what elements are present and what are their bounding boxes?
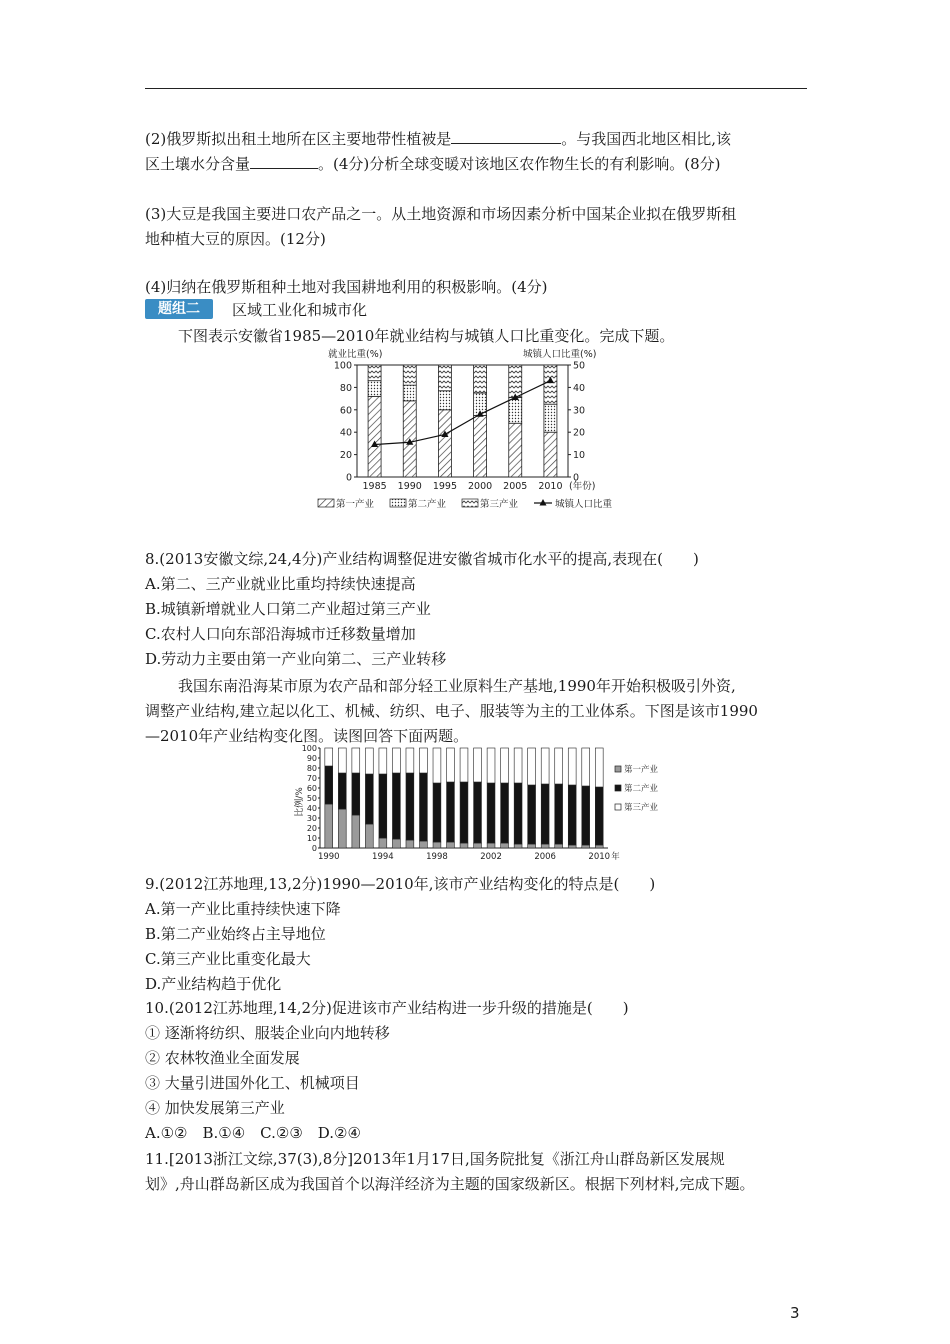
q7-part2-line1: (2)俄罗斯拟出租土地所在区主要地带性植被是 。与我国西北地区相比,该 [145, 130, 732, 148]
q8-option-a: A.第二、三产业就业比重均持续快速提高 [145, 575, 416, 593]
bar-segment-1 [325, 804, 333, 848]
x-tick-label: 2010 [588, 852, 611, 862]
bar-segment-3 [474, 365, 487, 393]
bar-segment-3 [433, 748, 441, 783]
bar-segment-2 [501, 783, 509, 843]
q9-option-b: B.第二产业始终占主导地位 [145, 925, 326, 943]
q7-part4: (4)归纳在俄罗斯租种土地对我国耕地利用的积极影响。(4分) [145, 278, 548, 296]
x-axis-label: 年 [611, 852, 620, 862]
bar-segment-3 [392, 748, 400, 773]
bar-segment-1 [447, 842, 455, 848]
bar-segment-1 [460, 843, 468, 848]
q9-stem: 9.(2012江苏地理,13,2分)1990—2010年,该市产业结构变化的特点是( ) [145, 875, 656, 893]
x-tick-label: 1995 [432, 481, 458, 492]
legend-label: 第二产业 [624, 784, 659, 794]
bar-segment-2 [352, 773, 360, 815]
bar-segment-1 [514, 844, 522, 848]
y-tick-label: 20 [339, 450, 352, 462]
bar-segment-3 [541, 748, 549, 784]
bar-segment-3 [403, 365, 416, 385]
bar-segment-2 [460, 782, 468, 843]
bar-segment-2 [368, 381, 381, 397]
bar-segment-3 [406, 748, 414, 773]
bar-segment-1 [487, 843, 495, 848]
x-tick-label: 2006 [534, 852, 556, 862]
bar-segment-2 [433, 783, 441, 842]
bar-segment-1 [352, 815, 360, 848]
bar-segment-2 [568, 785, 576, 845]
bar-segment-1 [338, 809, 346, 848]
x-tick-label: 2002 [480, 852, 502, 862]
q8-option-b: B.城镇新增就业人口第二产业超过第三产业 [145, 600, 431, 618]
bar-segment-2 [487, 783, 495, 843]
legend-label: 第三产业 [480, 499, 519, 510]
y-tick-label: 10 [306, 834, 317, 843]
bar-segment-3 [568, 748, 576, 785]
legend-line-marker [540, 499, 547, 506]
bar-segment-2 [447, 782, 455, 842]
y2-tick-label: 20 [573, 427, 586, 439]
y2-tick-label: 10 [573, 450, 586, 462]
bar-segment-1 [509, 423, 522, 477]
x-tick-label: 1994 [372, 852, 394, 862]
y-tick-label: 70 [306, 774, 317, 783]
bar-segment-2 [528, 785, 536, 844]
y-tick-label: 60 [339, 405, 352, 417]
q10-choices: A.①② B.①④ C.②③ D.②④ [145, 1124, 361, 1142]
bar-segment-2 [582, 786, 590, 845]
legend-label: 第一产业 [624, 765, 659, 775]
x-tick-label: 2010 [538, 481, 563, 492]
legend-label: 城镇人口比重 [555, 499, 613, 510]
x-tick-label: 1998 [426, 852, 448, 862]
bar-segment-1 [406, 840, 414, 848]
y2-axis-label: 城镇人口比重(%) [523, 349, 597, 360]
bar-segment-1 [420, 841, 428, 848]
q10-option-3: ③ 大量引进国外化工、机械项目 [145, 1074, 360, 1092]
y-tick-label: 80 [339, 382, 352, 394]
page-number: 3 [790, 1304, 800, 1322]
bar-segment-2 [544, 404, 557, 432]
x-tick-label: 2005 [503, 481, 528, 492]
bar-segment-1 [595, 845, 603, 848]
plot-frame [357, 365, 568, 477]
legend-swatch-3 [615, 804, 621, 810]
y-axis-label: 就业比重(%) [328, 349, 383, 360]
bar-segment-1 [474, 415, 487, 477]
legend-swatch-2 [390, 499, 406, 507]
chart-industry-structure [290, 742, 680, 870]
bar-segment-2 [392, 773, 400, 839]
bar-segment-3 [460, 748, 468, 782]
bar-segment-2 [365, 774, 373, 824]
bar-segment-2 [438, 391, 451, 410]
y-tick-label: 60 [306, 784, 317, 793]
x-tick-label: 1990 [397, 481, 422, 492]
intro2-line2: 调整产业结构,建立起以化工、机械、纺织、电子、服装等为主的工业体系。下图是该市1990 [145, 702, 758, 720]
bar-segment-3 [544, 365, 557, 404]
bar-segment-1 [474, 843, 482, 848]
bar-segment-1 [568, 845, 576, 848]
bar-segment-2 [541, 784, 549, 844]
bar-segment-2 [474, 782, 482, 843]
bar-segment-2 [338, 773, 346, 809]
intro-chart1: 下图表示安徽省1985—2010年就业结构与城镇人口比重变化。完成下题。 [178, 327, 675, 345]
bar-segment-3 [595, 748, 603, 787]
bar-segment-3 [420, 748, 428, 773]
bar-segment-3 [379, 748, 387, 774]
bar-segment-3 [555, 748, 563, 784]
legend-swatch-2 [615, 785, 621, 791]
q10-stem: 10.(2012江苏地理,14,2分)促进该市产业结构进一步升级的措施是( ) [145, 999, 629, 1017]
chart-employment-urbanization [310, 345, 650, 540]
bar-segment-3 [368, 365, 381, 381]
y2-tick-label: 40 [573, 382, 586, 394]
bar-segment-1 [365, 824, 373, 848]
bar-segment-3 [438, 365, 451, 391]
y-tick-label: 30 [306, 814, 317, 823]
bar-segment-2 [379, 774, 387, 838]
q11-line2: 划》,舟山群岛新区成为我国首个以海洋经济为主题的国家级新区。根据下列材料,完成下题。 [145, 1175, 755, 1193]
bar-segment-1 [582, 845, 590, 848]
bar-segment-1 [501, 843, 509, 848]
legend-label: 第三产业 [624, 803, 659, 813]
bar-segment-3 [474, 748, 482, 782]
y-tick-label: 80 [306, 764, 317, 773]
bar-segment-3 [447, 748, 455, 782]
bar-segment-1 [433, 842, 441, 848]
x-tick-label: 2000 [467, 481, 493, 492]
q9-option-c: C.第三产业比重变化最大 [145, 950, 311, 968]
legend-swatch-3 [462, 499, 478, 507]
header-rule [145, 88, 807, 89]
bar-segment-3 [365, 748, 373, 774]
y-tick-label: 0 [311, 844, 317, 853]
legend-label: 第二产业 [408, 499, 447, 510]
bar-segment-3 [514, 748, 522, 783]
bar-segment-1 [438, 410, 451, 477]
group-tag: 题组二 [145, 299, 213, 319]
y-tick-label: 100 [301, 744, 317, 753]
bar-segment-2 [406, 773, 414, 840]
bar-segment-2 [420, 773, 428, 841]
y2-tick-label: 0 [573, 472, 580, 484]
y-tick-label: 40 [306, 804, 317, 813]
y2-tick-label: 30 [573, 405, 586, 417]
q10-option-1: ① 逐渐将纺织、服装企业向内地转移 [145, 1024, 390, 1042]
q8-stem: 8.(2013安徽文综,24,4分)产业结构调整促进安徽省城市化水平的提高,表现在( ) [145, 550, 699, 568]
intro2-line1: 我国东南沿海某市原为农产品和部分轻工业原料生产基地,1990年开始积极吸引外资, [178, 677, 736, 695]
y-tick-label: 20 [306, 824, 317, 833]
bar-segment-3 [338, 748, 346, 773]
y-tick-label: 50 [306, 794, 317, 803]
bar-segment-1 [528, 844, 536, 848]
y-tick-label: 100 [333, 360, 352, 372]
x-tick-label: 1990 [317, 852, 340, 862]
bar-segment-1 [368, 396, 381, 477]
bar-segment-1 [392, 839, 400, 848]
bar-segment-3 [509, 365, 522, 397]
y-tick-label: 40 [339, 427, 352, 439]
q7-part2-line2: 区土壤水分含量 。(4分)分析全球变暖对该地区农作物生长的有利影响。(8分) [145, 155, 721, 173]
q10-option-2: ② 农林牧渔业全面发展 [145, 1049, 300, 1067]
y-tick-label: 0 [345, 472, 352, 484]
bar-segment-3 [352, 748, 360, 773]
bar-segment-2 [403, 385, 416, 401]
bar-segment-1 [544, 432, 557, 477]
q8-option-c: C.农村人口向东部沿海城市迁移数量增加 [145, 625, 416, 643]
q9-option-a: A.第一产业比重持续快速下降 [145, 900, 341, 918]
urban-line [375, 381, 551, 445]
legend-label: 第一产业 [336, 499, 375, 510]
y-axis-label: 比例/% [295, 787, 305, 817]
x-tick-label: 1985 [362, 481, 387, 492]
y-tick-label: 90 [306, 754, 317, 763]
bar-segment-3 [325, 748, 333, 766]
q11-line1: 11.[2013浙江文综,37(3),8分]2013年1月17日,国务院批复《浙江舟山群岛新区发展规 [145, 1150, 725, 1168]
legend-swatch-1 [318, 499, 334, 507]
intro2-line3: —2010年产业结构变化图。读图回答下面两题。 [145, 727, 469, 745]
bar-segment-3 [582, 748, 590, 786]
bar-segment-2 [595, 787, 603, 845]
bar-segment-2 [514, 783, 522, 844]
bar-segment-3 [528, 748, 536, 785]
bar-segment-2 [509, 397, 522, 423]
q7-part3-line1: (3)大豆是我国主要进口农产品之一。从土地资源和市场因素分析中国某企业拟在俄罗斯租 [145, 205, 737, 223]
bar-segment-3 [501, 748, 509, 783]
legend-swatch-1 [615, 766, 621, 772]
bar-segment-1 [555, 844, 563, 848]
answer-blank [250, 153, 318, 169]
answer-blank [451, 128, 561, 144]
bar-segment-2 [325, 766, 333, 804]
bar-segment-1 [541, 844, 549, 848]
bar-segment-1 [379, 838, 387, 848]
q10-option-4: ④ 加快发展第三产业 [145, 1099, 285, 1117]
q8-option-d: D.劳动力主要由第一产业向第二、三产业转移 [145, 650, 447, 668]
bar-segment-2 [555, 784, 563, 844]
group-title: 区域工业化和城市化 [232, 301, 368, 319]
q7-part3-line2: 地种植大豆的原因。(12分) [145, 230, 326, 248]
x-axis-label: (年份) [569, 481, 596, 492]
bar-segment-3 [487, 748, 495, 783]
q9-option-d: D.产业结构趋于优化 [145, 975, 282, 993]
y2-tick-label: 50 [573, 360, 586, 372]
